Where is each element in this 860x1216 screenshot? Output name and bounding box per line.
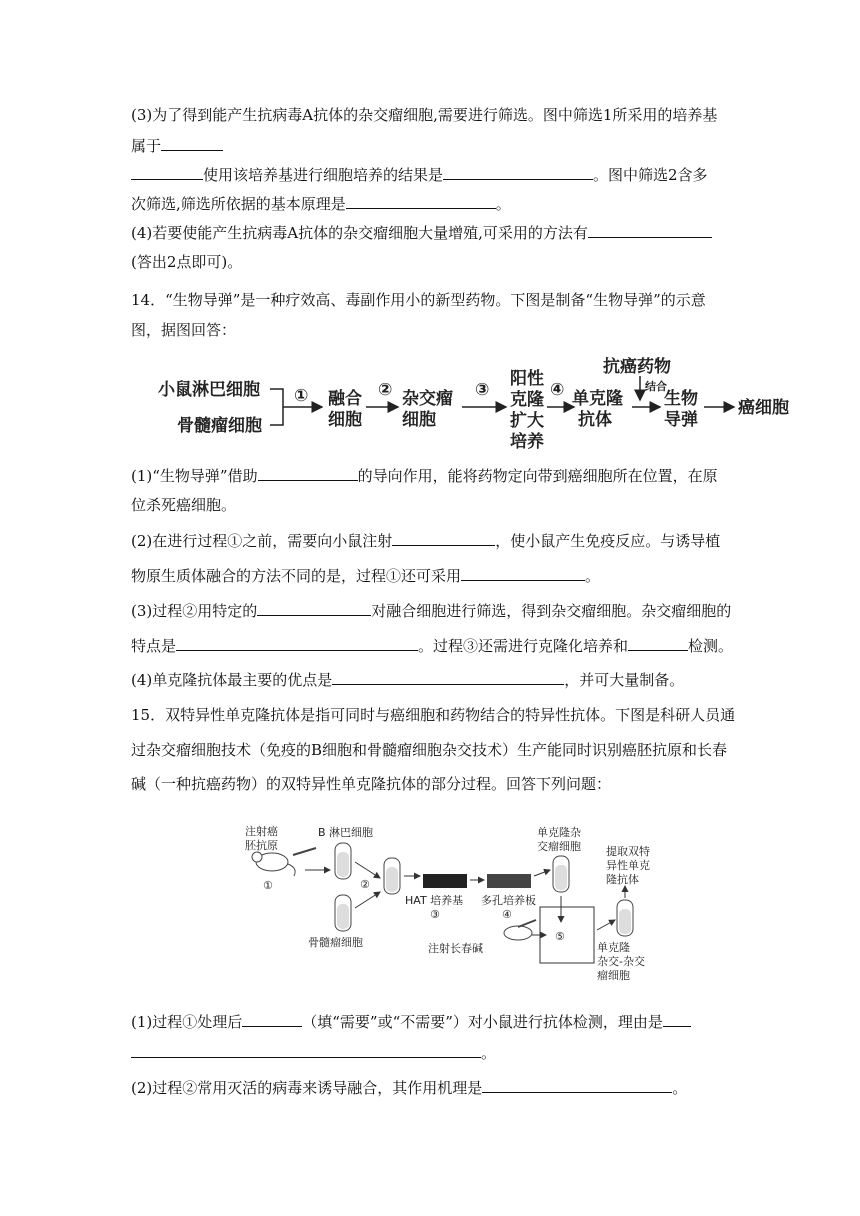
- answer-blank[interactable]: [628, 635, 688, 651]
- q14-p1-line-1: [131, 465, 718, 486]
- tube-icon: [335, 895, 351, 931]
- q14-p1-text-a: (1)“生物导弹”借助: [131, 467, 258, 485]
- q13-line-4: [131, 193, 511, 214]
- q14-intro-1: [131, 290, 706, 310]
- answer-blank[interactable]: [346, 193, 496, 209]
- flow-bracket: [270, 389, 322, 425]
- q15-intro-text-2: 过杂交瘤细胞技术（免疫的B细胞和骨髓瘤细胞杂交技术）生产能同时识别癌胚抗原和长春: [131, 741, 728, 759]
- tube-icon: [553, 856, 569, 892]
- q14-p3-text-a: (3)过程②用特定的: [131, 602, 258, 620]
- answer-blank[interactable]: [242, 1011, 302, 1027]
- fig-mabhybrid-2: 交瘤细胞: [537, 840, 581, 853]
- q15-intro-text-1: 15．双特异性单克隆抗体是指可同时与癌细胞和药物结合的特异性抗体。下图是科研人员通: [131, 706, 736, 724]
- flow-positive-4: 培养: [510, 432, 544, 452]
- fig-bcell: B 淋巴细胞: [318, 826, 374, 839]
- answer-blank[interactable]: [161, 135, 223, 151]
- q13-line-3: [131, 164, 708, 185]
- q15-p1-text-b: （填“需要”或“不需要”）对小鼠进行抗体检测，理由是: [302, 1013, 663, 1031]
- q14-intro-text-2: 图，据图回答：: [131, 321, 237, 339]
- answer-blank[interactable]: [482, 1077, 672, 1093]
- tube-icon: [335, 843, 351, 879]
- flow-step4: ④: [550, 380, 565, 400]
- multiwell-plate-icon: [487, 874, 531, 888]
- fig-n1: ①: [263, 879, 273, 892]
- fig-inject1-1: 注射癌: [245, 825, 278, 838]
- flow-fused-2: 细胞: [328, 410, 362, 430]
- fig-extract-1: 提取双特: [606, 845, 650, 858]
- flow-step3: ③: [475, 380, 490, 400]
- q15-p2-text-a: (2)过程②常用灭活的病毒来诱导融合，其作用机理是: [131, 1079, 483, 1097]
- process-box: [540, 907, 594, 963]
- q14-intro-text-1: 14．“生物导弹”是一种疗效高、毒副作用小的新型药物。下图是制备“生物导弹”的示意: [131, 291, 706, 309]
- q13-text-2: 属于: [131, 137, 162, 155]
- flow-positive-1: 阳性: [510, 369, 544, 389]
- flow-missile-2: 导弹: [664, 410, 698, 430]
- q14-p3-line-2: [131, 635, 733, 656]
- fig-plate: 多孔培养板: [481, 894, 536, 907]
- tube-icon: [384, 858, 400, 894]
- answer-blank[interactable]: [131, 164, 203, 180]
- fig-hh-3: 瘤细胞: [597, 969, 630, 982]
- q13-line-5: [131, 222, 712, 243]
- fig-extract-3: 隆抗体: [606, 873, 639, 886]
- fig-n4: ④: [502, 908, 512, 921]
- answer-blank[interactable]: [258, 465, 358, 481]
- flow-step1: ①: [294, 386, 309, 406]
- answer-blank[interactable]: [588, 222, 712, 238]
- fig-inject1-2: 胚抗原: [245, 839, 278, 852]
- mouse-icon: [504, 926, 532, 940]
- flow-hybrid-2: 细胞: [402, 410, 436, 430]
- q15-p1-text-c: 。: [481, 1044, 497, 1062]
- syringe-icon: [293, 848, 316, 855]
- q13-text-3b: 。图中筛选2含多: [593, 166, 708, 184]
- q14-p4-text-a: (4)单克隆抗体最主要的优点是: [131, 671, 333, 689]
- q15-intro-3: [131, 774, 611, 794]
- flow-positive-3: 扩大: [510, 411, 544, 431]
- flow-fused-1: 融合: [328, 389, 362, 409]
- q14-p1-line-2: [131, 495, 236, 515]
- q14-intro-2: [131, 320, 236, 340]
- q14-p2-text-c: 物原生质体融合的方法不同的是，过程①还可采用: [131, 567, 462, 585]
- q15-intro-2: [131, 740, 727, 760]
- q14-p3-text-e: 检测。: [688, 637, 734, 655]
- fig-n2: ②: [360, 878, 370, 891]
- fig-n3: ③: [430, 908, 440, 921]
- q14-p3-text-d: 。过程③还需进行克隆化培养和: [418, 637, 629, 655]
- q14-p2-text-a: (2)在进行过程①之前，需要向小鼠注射: [131, 532, 393, 550]
- q13-line-1: [131, 105, 717, 125]
- answer-blank[interactable]: [257, 600, 371, 616]
- answer-blank[interactable]: [443, 164, 593, 180]
- answer-blank[interactable]: [663, 1011, 691, 1027]
- q13-text-5: (4)若要使能产生抗病毒A抗体的杂交瘤细胞大量增殖,可采用的方法有: [131, 224, 588, 242]
- flow-positive-2: 克隆: [510, 390, 544, 410]
- fig-hh-2: 杂交-杂交: [597, 955, 645, 968]
- q13-text-4a: 次筛选,筛选所依据的基本原理是: [131, 195, 346, 213]
- q14-p3-text-c: 特点是: [131, 637, 177, 655]
- flow-cancer: 癌细胞: [738, 398, 789, 418]
- q15-p2-line: [131, 1077, 687, 1098]
- q13-text-1: (3)为了得到能产生抗病毒A抗体的杂交瘤细胞,需要进行筛选。图中筛选1所采用的培养基: [131, 106, 718, 124]
- q14-p2-text-d: 。: [585, 567, 601, 585]
- syringe-icon: [518, 920, 536, 927]
- q14-p1-text-c: 位杀死癌细胞。: [131, 496, 237, 514]
- flow-mab-2: 抗体: [578, 410, 612, 430]
- q14-p2-text-b: ，使小鼠产生免疫反应。与诱导植: [495, 532, 721, 550]
- flow-cell2: 骨髓瘤细胞: [177, 416, 262, 436]
- fig-extract-2: 异性单克: [606, 859, 650, 872]
- answer-blank[interactable]: [131, 1042, 481, 1058]
- fig-n5: ⑤: [555, 930, 565, 943]
- flow-mab-1: 单克隆: [572, 389, 623, 409]
- q15-p1-text-a: (1)过程①处理后: [131, 1013, 243, 1031]
- q14-p4-line: [131, 669, 684, 690]
- q14-p4-text-b: ，并可大量制备。: [564, 671, 685, 689]
- fig-inject2: 注射长春碱: [428, 942, 483, 955]
- flow-step2: ②: [378, 380, 393, 400]
- q13-text-4b: 。: [495, 195, 511, 213]
- flow-cell1: 小鼠淋巴细胞: [158, 380, 260, 400]
- flow-combine: 结合: [645, 380, 667, 393]
- q14-p3-line-1: [131, 600, 731, 621]
- q14-p1-text-b: 的导向作用，能将药物定向带到癌细胞所在位置，在原: [357, 467, 718, 485]
- flow-drug: 抗癌药物: [603, 357, 671, 377]
- answer-blank[interactable]: [176, 635, 418, 651]
- q15-p1-line-2: [131, 1042, 496, 1063]
- mouse-head-icon: [252, 852, 262, 862]
- q14-p3-text-b: 对融合细胞进行筛选，得到杂交瘤细胞。杂交瘤细胞的: [371, 602, 732, 620]
- hat-plate-icon: [423, 874, 467, 888]
- fig-mabhybrid-1: 单克隆杂: [537, 826, 581, 839]
- q15-p2-text-b: 。: [672, 1079, 688, 1097]
- q14-p2-line-1: [131, 530, 720, 551]
- mouse-icon: [256, 853, 288, 871]
- answer-blank[interactable]: [332, 669, 564, 685]
- flow-hybrid-1: 杂交瘤: [402, 389, 453, 409]
- q15-intro-text-3: 碱（一种抗癌药物）的双特异性单克隆抗体的部分过程。回答下列问题：: [131, 775, 612, 793]
- tube-icon: [617, 900, 633, 936]
- answer-blank[interactable]: [392, 530, 495, 546]
- q15-intro-1: [131, 705, 735, 725]
- fig-myeloma: 骨髓瘤细胞: [308, 936, 363, 949]
- q13-text-6: (答出2点即可)。: [131, 253, 243, 271]
- q13-line-6: [131, 252, 242, 272]
- q13-text-3a: 使用该培养基进行细胞培养的结果是: [203, 166, 444, 184]
- answer-blank[interactable]: [461, 565, 585, 581]
- q13-line-2: [131, 135, 223, 156]
- flow-missile-1: 生物: [664, 389, 698, 409]
- fig-hat: HAT 培养基: [405, 894, 464, 907]
- q14-p2-line-2: [131, 565, 600, 586]
- q15-p1-line-1: [131, 1011, 691, 1032]
- fig-hh-1: 单克隆: [597, 941, 630, 954]
